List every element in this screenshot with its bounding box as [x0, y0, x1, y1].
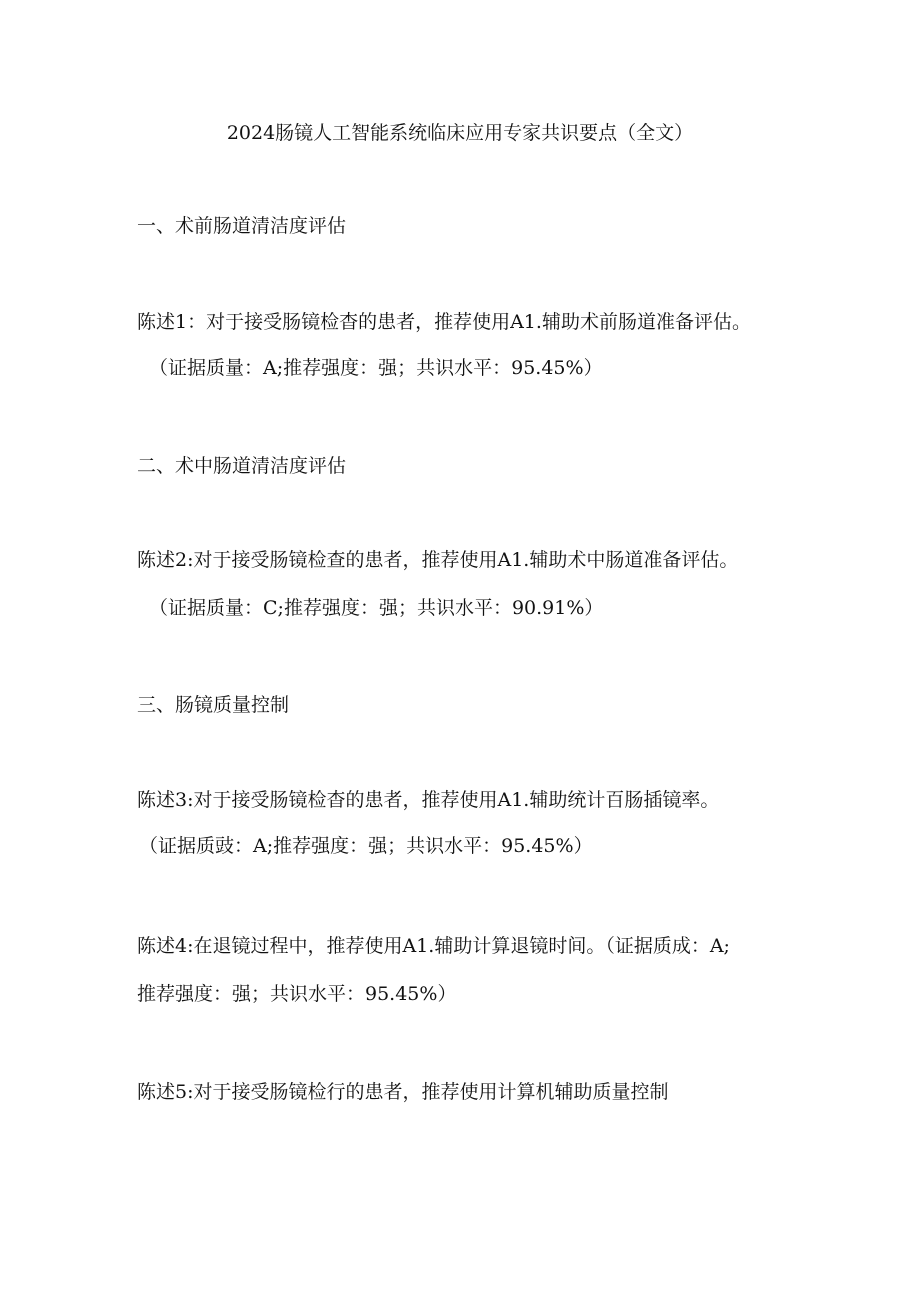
- statement-1-evidence: （证据质量：A;推荐强度：强；共识水平：95.45%）: [149, 357, 603, 379]
- statement-5-line-1: 陈述5:对于接受肠镜检行的患者，推荐使用计算机辅助质量控制: [137, 1081, 669, 1103]
- statement-3-evidence: （证据质豉：A;推荐强度：强；共识水平：95.45%）: [139, 835, 593, 857]
- section-heading-intraop: 二、术中肠道清洁度评估: [137, 455, 347, 477]
- statement-2-line-1: 陈述2:对于接受肠镜检查的患者，推荐使用A1.辅助术中肠道准备评估。: [137, 549, 739, 571]
- statement-4-line-2: 推荐强度：强；共识水平：95.45%）: [137, 983, 457, 1005]
- page-title: 2024肠镜人工智能系统临床应用专家共识要点（全文）: [226, 122, 694, 144]
- statement-3-line-1: 陈述3:对于接受肠镜检杳的患者，推荐使用A1.辅助统计百肠插镜率。: [137, 789, 720, 811]
- statement-4-line-1: 陈述4:在退镜过程中，推荐使用A1.辅助计算退镜时间。（证据质成：A;: [137, 935, 730, 957]
- statement-1-line-1: 陈述1：对于接受肠镜检杳的患者，推荐使用A1.辅助术前肠道准备评估。: [137, 311, 751, 333]
- section-heading-preop: 一、术前肠道清洁度评估: [137, 215, 347, 237]
- statement-2-evidence: （证据质量：C;推荐强度：强；共识水平：90.91%）: [149, 597, 604, 619]
- section-heading-quality-control: 三、肠镜质量控制: [137, 694, 290, 716]
